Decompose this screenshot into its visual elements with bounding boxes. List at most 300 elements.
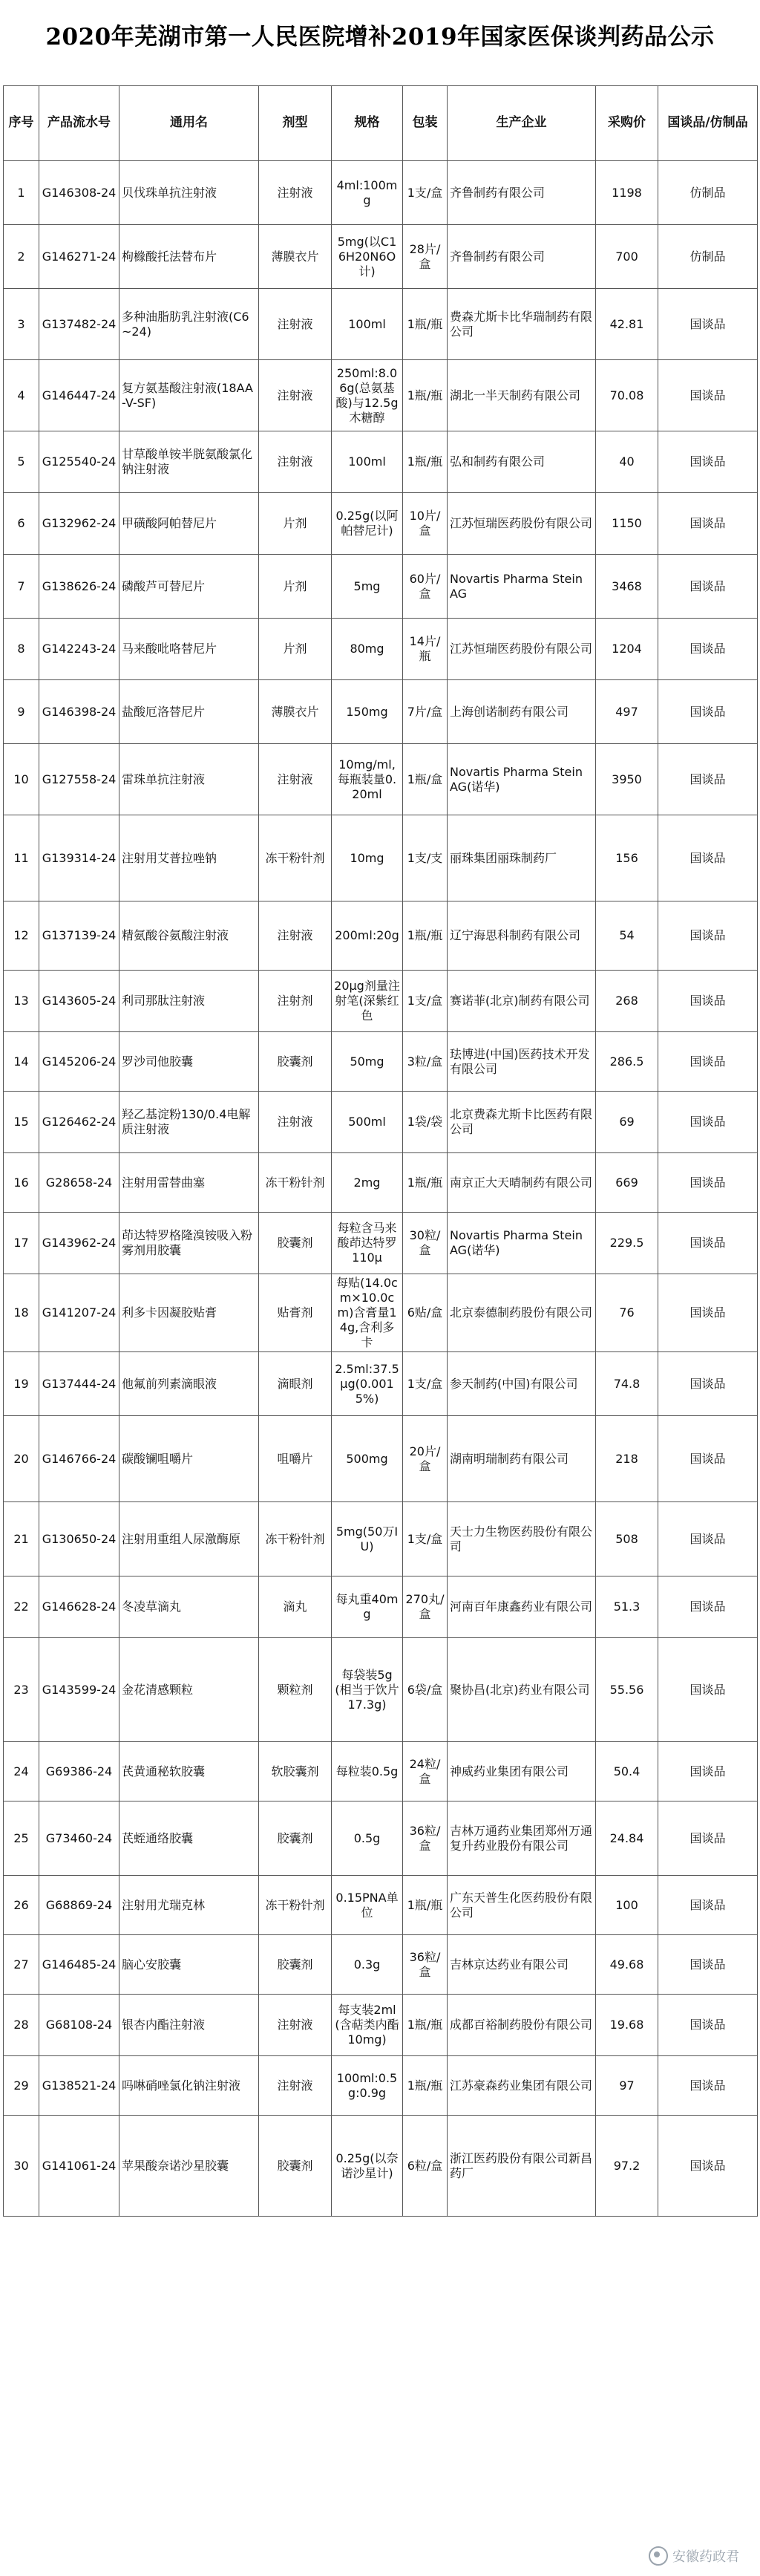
cell-generic-name: 甘草酸单铵半胱氨酸氯化钠注射液: [119, 431, 259, 493]
cell-index: 30: [4, 2116, 39, 2217]
cell-serial: G73460-24: [39, 1801, 119, 1876]
cell-manufacturer: Novartis Pharma Stein AG(诺华): [448, 1213, 596, 1274]
cell-price: 156: [596, 815, 658, 901]
cell-spec: 80mg: [332, 619, 403, 680]
table-row: [4, 680, 758, 744]
table-row: [4, 360, 758, 431]
table-row: [4, 2116, 758, 2217]
cell-category: 国谈品: [658, 1576, 758, 1638]
cell-category: 国谈品: [658, 1352, 758, 1416]
cell-generic-name: 利司那肽注射液: [119, 971, 259, 1032]
cell-price: 74.8: [596, 1352, 658, 1416]
cell-price: 229.5: [596, 1213, 658, 1274]
cell-spec: 100ml:0.5g:0.9g: [332, 2056, 403, 2116]
col-header-generic-name: 通用名: [119, 86, 259, 161]
cell-dosage-form: 胶囊剂: [259, 1801, 332, 1876]
cell-dosage-form: 注射液: [259, 161, 332, 225]
cell-spec: 100ml: [332, 431, 403, 493]
cell-price: 97: [596, 2056, 658, 2116]
cell-spec: 每粒装0.5g: [332, 1742, 403, 1801]
cell-index: 13: [4, 971, 39, 1032]
cell-package: 1支/支: [403, 815, 448, 901]
cell-index: 20: [4, 1416, 39, 1502]
cell-price: 1150: [596, 493, 658, 555]
cell-manufacturer: 江苏恒瑞医药股份有限公司: [448, 493, 596, 555]
cell-category: 国谈品: [658, 1638, 758, 1742]
cell-package: 1支/盒: [403, 161, 448, 225]
cell-price: 286.5: [596, 1032, 658, 1092]
cell-spec: 每支装2ml(含萜类内酯10mg): [332, 1995, 403, 2056]
cell-generic-name: 芪蛭通络胶囊: [119, 1801, 259, 1876]
cell-dosage-form: 咀嚼片: [259, 1416, 332, 1502]
cell-spec: 500ml: [332, 1092, 403, 1153]
cell-generic-name: 银杏内酯注射液: [119, 1995, 259, 2056]
cell-generic-name: 脑心安胶囊: [119, 1935, 259, 1995]
table-row: [4, 1213, 758, 1274]
table-row: [4, 2056, 758, 2116]
cell-manufacturer: Novartis Pharma Stein AG: [448, 555, 596, 619]
cell-dosage-form: 注射液: [259, 289, 332, 360]
cell-package: 3粒/盒: [403, 1032, 448, 1092]
table-row: [4, 493, 758, 555]
cell-category: 国谈品: [658, 1742, 758, 1801]
cell-price: 97.2: [596, 2116, 658, 2217]
cell-manufacturer: 天士力生物医药股份有限公司: [448, 1502, 596, 1576]
cell-package: 10片/盒: [403, 493, 448, 555]
cell-serial: G146308-24: [39, 161, 119, 225]
cell-manufacturer: 浙江医药股份有限公司新昌药厂: [448, 2116, 596, 2217]
cell-index: 6: [4, 493, 39, 555]
cell-price: 700: [596, 225, 658, 289]
watermark-text: 安徽药政君: [672, 2549, 739, 2565]
cell-generic-name: 苹果酸奈诺沙星胶囊: [119, 2116, 259, 2217]
cell-price: 508: [596, 1502, 658, 1576]
cell-category: 国谈品: [658, 744, 758, 815]
col-header-spec: 规格: [332, 86, 403, 161]
cell-dosage-form: 冻干粉针剂: [259, 1876, 332, 1935]
cell-package: 1瓶/瓶: [403, 1153, 448, 1213]
cell-dosage-form: 注射剂: [259, 971, 332, 1032]
cell-spec: 0.25g(以奈诺沙星计): [332, 2116, 403, 2217]
cell-index: 19: [4, 1352, 39, 1416]
table-row: [4, 289, 758, 360]
cell-package: 28片/盒: [403, 225, 448, 289]
cell-package: 6贴/盒: [403, 1274, 448, 1352]
cell-manufacturer: 江苏豪森药业集团有限公司: [448, 2056, 596, 2116]
cell-dosage-form: 冻干粉针剂: [259, 815, 332, 901]
page-title: 2020年芜湖市第一人民医院增补2019年国家医保谈判药品公示: [45, 24, 715, 50]
cell-dosage-form: 颗粒剂: [259, 1638, 332, 1742]
cell-serial: G125540-24: [39, 431, 119, 493]
cell-category: 仿制品: [658, 225, 758, 289]
cell-dosage-form: 胶囊剂: [259, 2116, 332, 2217]
cell-manufacturer: 费森尤斯卡比华瑞制药有限公司: [448, 289, 596, 360]
cell-category: 国谈品: [658, 971, 758, 1032]
cell-price: 69: [596, 1092, 658, 1153]
cell-serial: G146271-24: [39, 225, 119, 289]
cell-serial: G141207-24: [39, 1274, 119, 1352]
cell-index: 22: [4, 1576, 39, 1638]
cell-category: 国谈品: [658, 680, 758, 744]
cell-dosage-form: 薄膜衣片: [259, 680, 332, 744]
col-header-index: 序号: [4, 86, 39, 161]
cell-category: 国谈品: [658, 1213, 758, 1274]
table-row: [4, 1801, 758, 1876]
cell-dosage-form: 软胶囊剂: [259, 1742, 332, 1801]
cell-generic-name: 枸橼酸托法替布片: [119, 225, 259, 289]
cell-index: 4: [4, 360, 39, 431]
cell-spec: 2mg: [332, 1153, 403, 1213]
cell-generic-name: 甲磺酸阿帕替尼片: [119, 493, 259, 555]
cell-index: 11: [4, 815, 39, 901]
cell-serial: G142243-24: [39, 619, 119, 680]
cell-generic-name: 罗沙司他胶囊: [119, 1032, 259, 1092]
cell-index: 3: [4, 289, 39, 360]
cell-spec: 10mg: [332, 815, 403, 901]
cell-generic-name: 芪黄通秘软胶囊: [119, 1742, 259, 1801]
cell-price: 49.68: [596, 1935, 658, 1995]
cell-serial: G137482-24: [39, 289, 119, 360]
cell-index: 16: [4, 1153, 39, 1213]
cell-index: 2: [4, 225, 39, 289]
cell-serial: G137139-24: [39, 901, 119, 971]
cell-package: 20片/盒: [403, 1416, 448, 1502]
cell-dosage-form: 胶囊剂: [259, 1935, 332, 1995]
cell-category: 仿制品: [658, 161, 758, 225]
cell-generic-name: 茚达特罗格隆溴铵吸入粉雾剂用胶囊: [119, 1213, 259, 1274]
cell-generic-name: 羟乙基淀粉130/0.4电解质注射液: [119, 1092, 259, 1153]
wechat-icon: [649, 2546, 668, 2566]
table-row: [4, 815, 758, 901]
cell-serial: G68108-24: [39, 1995, 119, 2056]
cell-package: 36粒/盒: [403, 1935, 448, 1995]
cell-serial: G146485-24: [39, 1935, 119, 1995]
cell-spec: 50mg: [332, 1032, 403, 1092]
cell-price: 268: [596, 971, 658, 1032]
cell-generic-name: 吗啉硝唑氯化钠注射液: [119, 2056, 259, 2116]
cell-generic-name: 贝伐珠单抗注射液: [119, 161, 259, 225]
cell-dosage-form: 贴膏剂: [259, 1274, 332, 1352]
table-row: [4, 619, 758, 680]
cell-spec: 5mg(50万IU): [332, 1502, 403, 1576]
cell-spec: 20μg剂量注射笔(深紫红色: [332, 971, 403, 1032]
cell-generic-name: 注射用雷替曲塞: [119, 1153, 259, 1213]
cell-manufacturer: 江苏恒瑞医药股份有限公司: [448, 619, 596, 680]
cell-index: 5: [4, 431, 39, 493]
cell-generic-name: 盐酸厄洛替尼片: [119, 680, 259, 744]
cell-category: 国谈品: [658, 2116, 758, 2217]
cell-price: 24.84: [596, 1801, 658, 1876]
cell-index: 18: [4, 1274, 39, 1352]
cell-spec: 0.3g: [332, 1935, 403, 1995]
cell-generic-name: 马来酸吡咯替尼片: [119, 619, 259, 680]
cell-serial: G143962-24: [39, 1213, 119, 1274]
table-row: [4, 971, 758, 1032]
cell-package: 1瓶/瓶: [403, 2056, 448, 2116]
watermark: [649, 2546, 739, 2566]
table-row: [4, 1742, 758, 1801]
cell-price: 76: [596, 1274, 658, 1352]
cell-price: 51.3: [596, 1576, 658, 1638]
cell-serial: G138626-24: [39, 555, 119, 619]
table-row: [4, 1935, 758, 1995]
cell-dosage-form: 注射液: [259, 2056, 332, 2116]
cell-package: 36粒/盒: [403, 1801, 448, 1876]
cell-serial: G143599-24: [39, 1638, 119, 1742]
cell-serial: G138521-24: [39, 2056, 119, 2116]
cell-manufacturer: 上海创诺制药有限公司: [448, 680, 596, 744]
cell-spec: 5mg(以C16H20N6O计): [332, 225, 403, 289]
cell-spec: 0.5g: [332, 1801, 403, 1876]
cell-price: 19.68: [596, 1995, 658, 2056]
cell-price: 55.56: [596, 1638, 658, 1742]
cell-package: 60片/盒: [403, 555, 448, 619]
cell-manufacturer: 湖南明瑞制药有限公司: [448, 1416, 596, 1502]
cell-serial: G127558-24: [39, 744, 119, 815]
cell-manufacturer: 广东天普生化医药股份有限公司: [448, 1876, 596, 1935]
cell-spec: 0.15PNA单位: [332, 1876, 403, 1935]
cell-dosage-form: 注射液: [259, 1995, 332, 2056]
cell-manufacturer: 湖北一半天制药有限公司: [448, 360, 596, 431]
cell-generic-name: 冬凌草滴丸: [119, 1576, 259, 1638]
cell-generic-name: 注射用艾普拉唑钠: [119, 815, 259, 901]
cell-serial: G146628-24: [39, 1576, 119, 1638]
cell-manufacturer: 北京泰德制药股份有限公司: [448, 1274, 596, 1352]
table-row: [4, 901, 758, 971]
cell-category: 国谈品: [658, 289, 758, 360]
table-row: [4, 1638, 758, 1742]
table-row: [4, 744, 758, 815]
cell-spec: 100ml: [332, 289, 403, 360]
cell-serial: G126462-24: [39, 1092, 119, 1153]
col-header-price: 采购价: [596, 86, 658, 161]
cell-price: 3950: [596, 744, 658, 815]
cell-category: 国谈品: [658, 1801, 758, 1876]
cell-category: 国谈品: [658, 1032, 758, 1092]
cell-package: 24粒/盒: [403, 1742, 448, 1801]
table-row: [4, 1153, 758, 1213]
cell-generic-name: 注射用尤瑞克林: [119, 1876, 259, 1935]
cell-price: 669: [596, 1153, 658, 1213]
cell-dosage-form: 注射液: [259, 901, 332, 971]
cell-category: 国谈品: [658, 493, 758, 555]
table-row: [4, 1876, 758, 1935]
cell-spec: 4ml:100mg: [332, 161, 403, 225]
cell-package: 1支/盒: [403, 971, 448, 1032]
cell-generic-name: 注射用重组人尿激酶原: [119, 1502, 259, 1576]
cell-manufacturer: 弘和制药有限公司: [448, 431, 596, 493]
cell-manufacturer: 成都百裕制药股份有限公司: [448, 1995, 596, 2056]
cell-category: 国谈品: [658, 901, 758, 971]
cell-spec: 0.25g(以阿帕替尼计): [332, 493, 403, 555]
table-row: [4, 161, 758, 225]
cell-generic-name: 利多卡因凝胶贴膏: [119, 1274, 259, 1352]
cell-category: 国谈品: [658, 1416, 758, 1502]
cell-manufacturer: Novartis Pharma Stein AG(诺华): [448, 744, 596, 815]
cell-category: 国谈品: [658, 1935, 758, 1995]
cell-generic-name: 精氨酸谷氨酸注射液: [119, 901, 259, 971]
cell-dosage-form: 薄膜衣片: [259, 225, 332, 289]
cell-package: 1支/盒: [403, 1502, 448, 1576]
cell-spec: 200ml:20g: [332, 901, 403, 971]
cell-manufacturer: 神威药业集团有限公司: [448, 1742, 596, 1801]
cell-category: 国谈品: [658, 2056, 758, 2116]
cell-package: 1支/盒: [403, 1352, 448, 1416]
cell-dosage-form: 片剂: [259, 619, 332, 680]
cell-dosage-form: 冻干粉针剂: [259, 1502, 332, 1576]
cell-price: 70.08: [596, 360, 658, 431]
cell-serial: G146398-24: [39, 680, 119, 744]
cell-index: 1: [4, 161, 39, 225]
cell-generic-name: 磷酸芦可替尼片: [119, 555, 259, 619]
cell-category: 国谈品: [658, 1274, 758, 1352]
table-row: [4, 1092, 758, 1153]
cell-manufacturer: 聚协昌(北京)药业有限公司: [448, 1638, 596, 1742]
cell-index: 23: [4, 1638, 39, 1742]
table-row: [4, 431, 758, 493]
cell-spec: 10mg/ml,每瓶装量0.20ml: [332, 744, 403, 815]
cell-manufacturer: 珐博进(中国)医药技术开发有限公司: [448, 1032, 596, 1092]
cell-package: 1瓶/瓶: [403, 1995, 448, 2056]
cell-package: 1袋/袋: [403, 1092, 448, 1153]
cell-spec: 每袋装5g(相当于饮片17.3g): [332, 1638, 403, 1742]
cell-spec: 每贴(14.0cm×10.0cm)含膏量14g,含利多卡: [332, 1274, 403, 1352]
cell-manufacturer: 北京费森尤斯卡比医药有限公司: [448, 1092, 596, 1153]
cell-serial: G132962-24: [39, 493, 119, 555]
cell-price: 54: [596, 901, 658, 971]
table-body: [4, 161, 758, 2217]
cell-manufacturer: 南京正大天晴制药有限公司: [448, 1153, 596, 1213]
cell-generic-name: 雷珠单抗注射液: [119, 744, 259, 815]
cell-dosage-form: 注射液: [259, 360, 332, 431]
cell-category: 国谈品: [658, 360, 758, 431]
cell-serial: G143605-24: [39, 971, 119, 1032]
table-row: [4, 225, 758, 289]
cell-serial: G137444-24: [39, 1352, 119, 1416]
cell-generic-name: 他氟前列素滴眼液: [119, 1352, 259, 1416]
cell-price: 1198: [596, 161, 658, 225]
table-row: [4, 555, 758, 619]
cell-category: 国谈品: [658, 555, 758, 619]
cell-index: 28: [4, 1995, 39, 2056]
col-header-serial: 产品流水号: [39, 86, 119, 161]
cell-package: 14片/瓶: [403, 619, 448, 680]
cell-serial: G145206-24: [39, 1032, 119, 1092]
cell-dosage-form: 注射液: [259, 1092, 332, 1153]
cell-category: 国谈品: [658, 1995, 758, 2056]
cell-price: 218: [596, 1416, 658, 1502]
cell-package: 7片/盒: [403, 680, 448, 744]
cell-spec: 150mg: [332, 680, 403, 744]
cell-index: 7: [4, 555, 39, 619]
cell-serial: G139314-24: [39, 815, 119, 901]
cell-dosage-form: 胶囊剂: [259, 1213, 332, 1274]
cell-price: 42.81: [596, 289, 658, 360]
cell-serial: G69386-24: [39, 1742, 119, 1801]
cell-dosage-form: 冻干粉针剂: [259, 1153, 332, 1213]
cell-dosage-form: 片剂: [259, 493, 332, 555]
table-row: [4, 1502, 758, 1576]
cell-generic-name: 复方氨基酸注射液(18AA-V-SF): [119, 360, 259, 431]
table-row: [4, 1032, 758, 1092]
cell-manufacturer: 河南百年康鑫药业有限公司: [448, 1576, 596, 1638]
cell-price: 3468: [596, 555, 658, 619]
cell-price: 100: [596, 1876, 658, 1935]
cell-index: 9: [4, 680, 39, 744]
table-row: [4, 1416, 758, 1502]
cell-index: 26: [4, 1876, 39, 1935]
cell-index: 10: [4, 744, 39, 815]
table-row: [4, 1995, 758, 2056]
col-header-manufacturer: 生产企业: [448, 86, 596, 161]
cell-price: 40: [596, 431, 658, 493]
cell-manufacturer: 参天制药(中国)有限公司: [448, 1352, 596, 1416]
cell-index: 21: [4, 1502, 39, 1576]
cell-category: 国谈品: [658, 1502, 758, 1576]
cell-generic-name: 碳酸镧咀嚼片: [119, 1416, 259, 1502]
cell-dosage-form: 滴眼剂: [259, 1352, 332, 1416]
cell-manufacturer: 齐鲁制药有限公司: [448, 225, 596, 289]
cell-spec: 每丸重40mg: [332, 1576, 403, 1638]
cell-category: 国谈品: [658, 1153, 758, 1213]
cell-serial: G28658-24: [39, 1153, 119, 1213]
cell-index: 24: [4, 1742, 39, 1801]
header-row: [4, 86, 758, 161]
cell-manufacturer: 辽宁海思科制药有限公司: [448, 901, 596, 971]
col-header-dosage-form: 剂型: [259, 86, 332, 161]
cell-generic-name: 多种油脂肪乳注射液(C6~24): [119, 289, 259, 360]
cell-package: 270丸/盒: [403, 1576, 448, 1638]
cell-spec: 每粒含马来酸茚达特罗110μ: [332, 1213, 403, 1274]
cell-manufacturer: 齐鲁制药有限公司: [448, 161, 596, 225]
cell-index: 12: [4, 901, 39, 971]
cell-serial: G68869-24: [39, 1876, 119, 1935]
cell-index: 14: [4, 1032, 39, 1092]
cell-package: 6袋/盒: [403, 1638, 448, 1742]
cell-manufacturer: 吉林万通药业集团郑州万通复升药业股份有限公司: [448, 1801, 596, 1876]
drug-table: [3, 85, 758, 2217]
cell-index: 8: [4, 619, 39, 680]
cell-package: 1瓶/瓶: [403, 1876, 448, 1935]
cell-spec: 250ml:8.06g(总氨基酸)与12.5g木糖醇: [332, 360, 403, 431]
cell-price: 497: [596, 680, 658, 744]
cell-category: 国谈品: [658, 1876, 758, 1935]
cell-dosage-form: 胶囊剂: [259, 1032, 332, 1092]
cell-category: 国谈品: [658, 1092, 758, 1153]
cell-package: 1瓶/瓶: [403, 360, 448, 431]
cell-index: 27: [4, 1935, 39, 1995]
cell-dosage-form: 片剂: [259, 555, 332, 619]
cell-package: 1瓶/瓶: [403, 431, 448, 493]
table-row: [4, 1274, 758, 1352]
table-row: [4, 1576, 758, 1638]
cell-spec: 5mg: [332, 555, 403, 619]
cell-serial: G130650-24: [39, 1502, 119, 1576]
cell-manufacturer: 丽珠集团丽珠制药厂: [448, 815, 596, 901]
cell-dosage-form: 注射液: [259, 744, 332, 815]
cell-index: 25: [4, 1801, 39, 1876]
cell-manufacturer: 吉林京达药业有限公司: [448, 1935, 596, 1995]
cell-category: 国谈品: [658, 815, 758, 901]
cell-price: 1204: [596, 619, 658, 680]
cell-dosage-form: 注射液: [259, 431, 332, 493]
cell-package: 1瓶/瓶: [403, 901, 448, 971]
cell-category: 国谈品: [658, 431, 758, 493]
col-header-package: 包装: [403, 86, 448, 161]
col-header-category: 国谈品/仿制品: [658, 86, 758, 161]
cell-package: 30粒/盒: [403, 1213, 448, 1274]
cell-spec: 500mg: [332, 1416, 403, 1502]
